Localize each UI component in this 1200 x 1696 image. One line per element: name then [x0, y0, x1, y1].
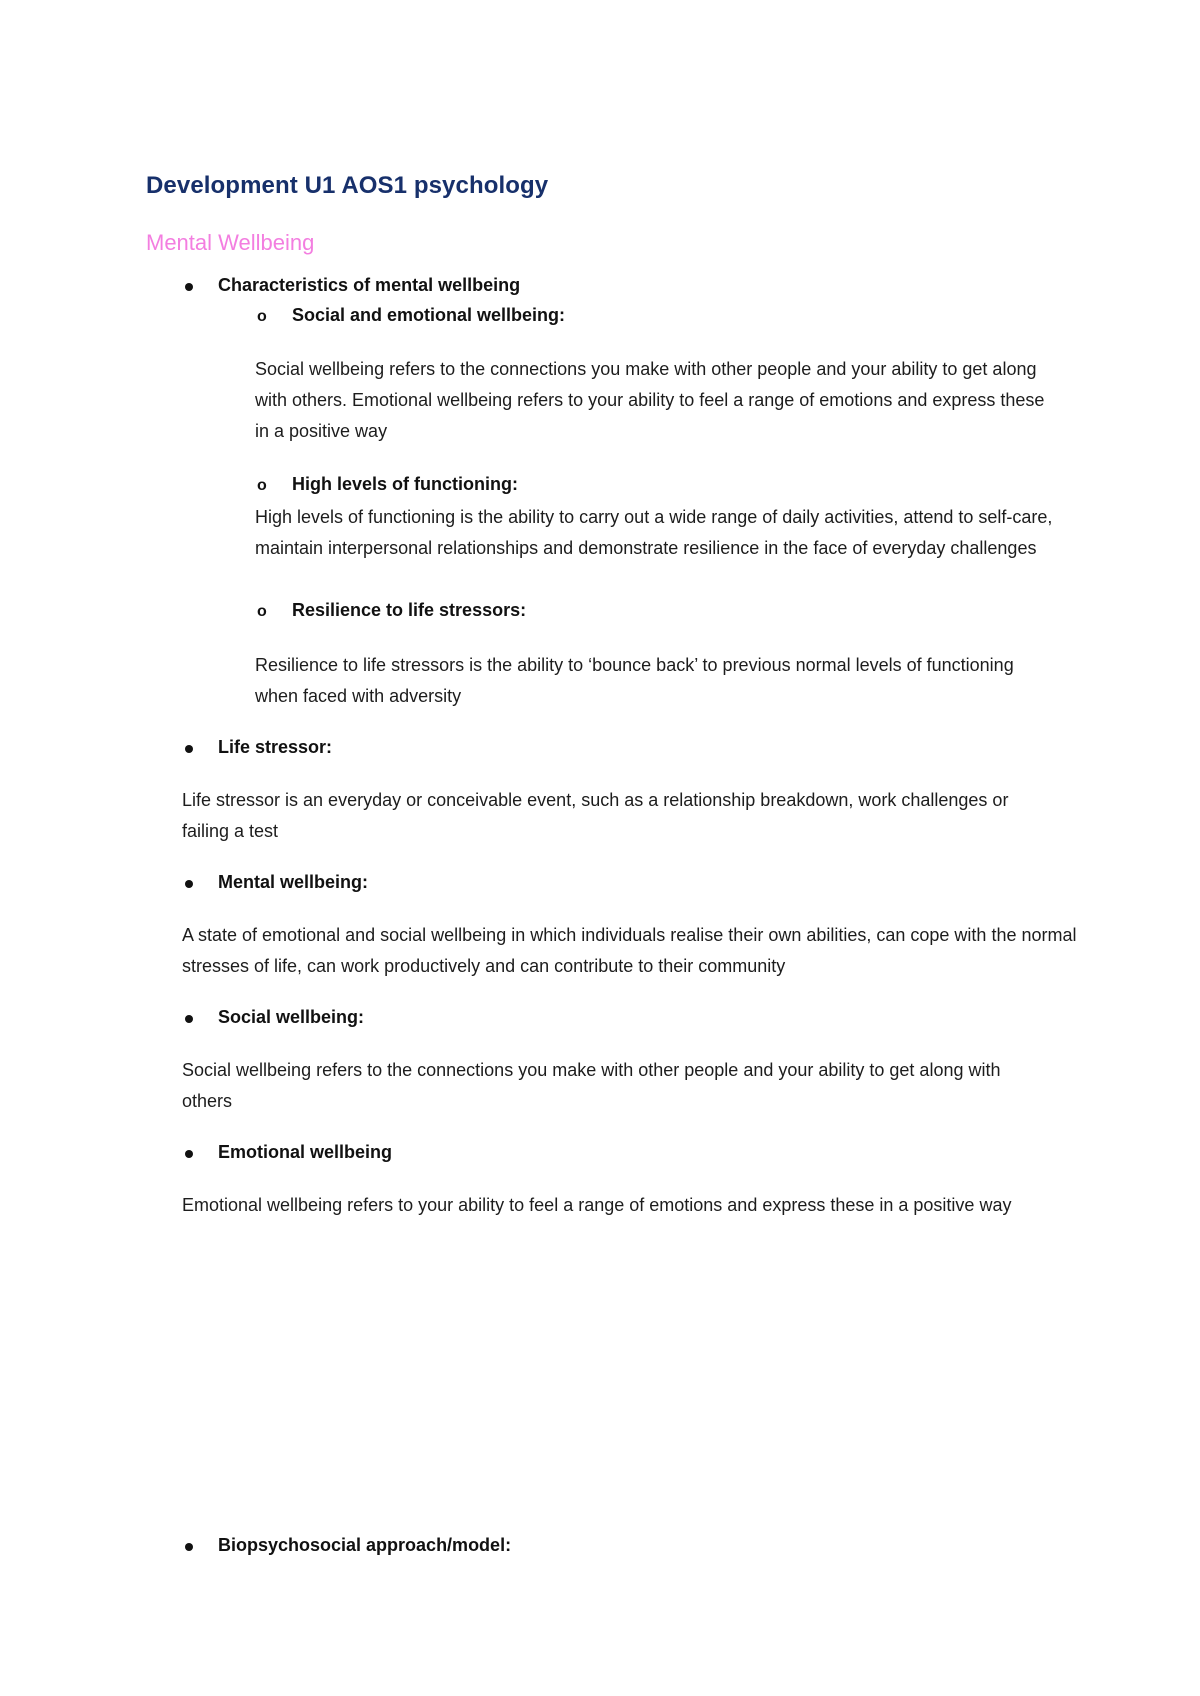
bullet-dot: [185, 1543, 193, 1551]
bullet-label-characteristics: Characteristics of mental wellbeing: [218, 275, 521, 295]
sub-bullet-label-social-emotional: Social and emotional wellbeing:: [292, 305, 566, 325]
bullet-text-life-stressor: Life stressor is an everyday or conceivable event, such as a relationship breakdown, work challenges or failing a test: [182, 790, 1009, 841]
bullet-text-social-wellbeing: Social wellbeing refers to the connections you make with other people and your ability to get along with others: [182, 1060, 1001, 1111]
sub-bullet-marker: o: [257, 308, 267, 325]
bullet-dot: [185, 1015, 193, 1023]
page-title: Development U1 AOS1 psychology: [146, 172, 549, 199]
sub-bullet-text-high-functioning: High levels of functioning is the ability to carry out a wide range of daily activities, attend to self-care, maintain interpersonal relationships and demonstrate resilience in the face of everyday challenges: [255, 507, 1053, 558]
sub-bullet-text-resilience: Resilience to life stressors is the ability to ‘bounce back’ to previous normal levels of functioning when faced with adversity: [255, 655, 1014, 706]
bullet-dot: [185, 283, 193, 291]
bullet-label-biopsychosocial: Biopsychosocial approach/model:: [218, 1535, 512, 1555]
section-heading: Mental Wellbeing: [146, 230, 315, 255]
bullet-label-social-wellbeing: Social wellbeing:: [218, 1007, 365, 1027]
bullet-label-mental-wellbeing: Mental wellbeing:: [218, 872, 369, 892]
bullet-label-life-stressor: Life stressor:: [218, 737, 333, 757]
bullet-text-mental-wellbeing: A state of emotional and social wellbeing in which individuals realise their own abilities, can cope with the normal stresses of life, can work productively and can contribute to their community: [182, 925, 1077, 976]
bullet-text-emotional-wellbeing: Emotional wellbeing refers to your ability to feel a range of emotions and express these in a positive way: [182, 1195, 1012, 1215]
bullet-dot: [185, 880, 193, 888]
sub-bullet-label-high-functioning: High levels of functioning:: [292, 474, 518, 494]
sub-bullet-marker: o: [257, 603, 267, 620]
bullet-label-emotional-wellbeing: Emotional wellbeing: [218, 1142, 393, 1162]
bullet-dot: [185, 745, 193, 753]
sub-bullet-label-resilience: Resilience to life stressors:: [292, 600, 527, 620]
bullet-dot: [185, 1150, 193, 1158]
sub-bullet-marker: o: [257, 477, 267, 494]
sub-bullet-text-social-emotional: Social wellbeing refers to the connections you make with other people and your ability to get along with others. Emotional wellbeing refers to your ability to feel a range of emotions and express these in a positive way: [255, 359, 1045, 441]
